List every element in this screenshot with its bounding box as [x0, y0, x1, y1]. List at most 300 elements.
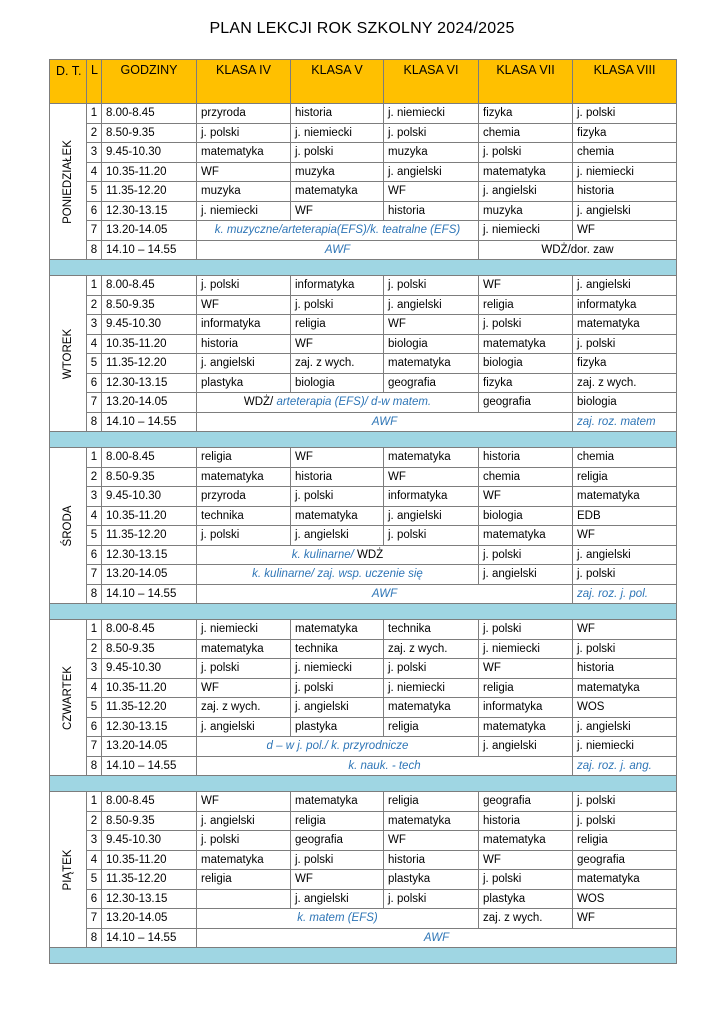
table-row	[50, 717, 677, 737]
table-row	[50, 143, 677, 163]
lesson-number: 6	[87, 889, 102, 909]
table-row	[50, 639, 677, 659]
table-row	[50, 889, 677, 909]
lesson-number: 1	[87, 792, 102, 812]
subject-cell: matematyka	[384, 698, 479, 718]
subject-cell: j. polski	[384, 659, 479, 679]
subject-cell: informatyka	[479, 698, 573, 718]
subject-cell: muzyka	[384, 143, 479, 163]
lesson-time: 10.35-11.20	[102, 506, 197, 526]
subject-cell: informatyka	[291, 276, 384, 296]
lesson-number: 2	[87, 811, 102, 831]
subject-cell: j. angielski	[291, 698, 384, 718]
merged-activity-cell	[197, 584, 573, 604]
subject-cell: matematyka	[291, 792, 384, 812]
lesson-number: 7	[87, 565, 102, 585]
lesson-number: 7	[87, 221, 102, 241]
lesson-number: 6	[87, 373, 102, 393]
table-row	[50, 393, 677, 413]
subject-cell: j. angielski	[384, 162, 479, 182]
table-row	[50, 678, 677, 698]
subject-cell: j. niemiecki	[573, 162, 677, 182]
subject-cell: WF	[291, 870, 384, 890]
subject-cell: WF	[384, 182, 479, 202]
table-row	[50, 104, 677, 124]
subject-cell: religia	[291, 315, 384, 335]
subject-cell: j. polski	[384, 889, 479, 909]
lesson-number: 7	[87, 393, 102, 413]
table-row	[50, 698, 677, 718]
subject-cell: j. polski	[291, 143, 384, 163]
header-row	[50, 60, 677, 104]
header-class-viii: KLASA VIII	[573, 60, 677, 104]
table-row	[50, 659, 677, 679]
subject-cell: zaj. z wych.	[197, 698, 291, 718]
subject-cell: j. niemiecki	[197, 201, 291, 221]
lesson-time: 8.00-8.45	[102, 620, 197, 640]
subject-cell: j. polski	[573, 334, 677, 354]
lesson-number: 4	[87, 678, 102, 698]
day-label-cell	[50, 620, 87, 776]
subject-cell: WF	[384, 467, 479, 487]
subject-cell: j. polski	[197, 526, 291, 546]
subject-cell: informatyka	[384, 487, 479, 507]
lesson-number: 8	[87, 584, 102, 604]
lesson-time: 10.35-11.20	[102, 850, 197, 870]
subject-cell: biologia	[479, 354, 573, 374]
subject-cell: j. angielski	[573, 545, 677, 565]
subject-cell: historia	[573, 182, 677, 202]
subject-cell: matematyka	[479, 717, 573, 737]
subject-cell: muzyka	[197, 182, 291, 202]
subject-cell: EDB	[573, 506, 677, 526]
subject-cell: j. niemiecki	[197, 620, 291, 640]
subject-cell: WF	[573, 526, 677, 546]
table-row	[50, 737, 677, 757]
table-row	[50, 315, 677, 335]
subject-cell: matematyka	[291, 506, 384, 526]
subject-cell: geografia	[291, 831, 384, 851]
table-row	[50, 334, 677, 354]
subject-cell: WF	[197, 678, 291, 698]
subject-cell	[197, 889, 291, 909]
subject-cell: WF	[291, 334, 384, 354]
subject-cell: chemia	[573, 143, 677, 163]
lesson-time: 11.35-12.20	[102, 698, 197, 718]
subject-cell: WF	[291, 448, 384, 468]
lesson-number: 5	[87, 182, 102, 202]
day-separator	[50, 432, 677, 448]
merged-activity-cell	[197, 565, 479, 585]
subject-cell: j. angielski	[573, 717, 677, 737]
lesson-time: 12.30-13.15	[102, 201, 197, 221]
subject-cell: j. angielski	[197, 354, 291, 374]
table-row	[50, 756, 677, 776]
table-row	[50, 221, 677, 241]
table-row	[50, 467, 677, 487]
subject-cell: WF	[384, 831, 479, 851]
lesson-number: 2	[87, 123, 102, 143]
day-name: WTOREK	[62, 328, 74, 379]
subject-cell: j. polski	[573, 565, 677, 585]
table-row	[50, 448, 677, 468]
subject-cell: WF	[573, 221, 677, 241]
header-lesson-number: L	[87, 60, 102, 104]
subject-cell: j. polski	[197, 831, 291, 851]
subject-cell: j. niemiecki	[479, 221, 573, 241]
subject-cell: fizyka	[573, 354, 677, 374]
subject-cell: technika	[291, 639, 384, 659]
merged-activity-plain: WDŻ/	[243, 396, 277, 409]
merged-activity-cell: AWF	[197, 928, 677, 948]
merged-activity-cell	[197, 545, 479, 565]
table-row	[50, 620, 677, 640]
table-row	[50, 162, 677, 182]
lesson-time: 10.35-11.20	[102, 678, 197, 698]
subject-cell: fizyka	[479, 373, 573, 393]
lesson-time: 14.10 – 14.55	[102, 928, 197, 948]
lesson-time: 14.10 – 14.55	[102, 412, 197, 432]
table-row	[50, 870, 677, 890]
lesson-time: 9.45-10.30	[102, 487, 197, 507]
subject-cell: j. polski	[573, 811, 677, 831]
lesson-time: 12.30-13.15	[102, 373, 197, 393]
lesson-number: 5	[87, 354, 102, 374]
subject-cell: biologia	[291, 373, 384, 393]
table-row	[50, 123, 677, 143]
subject-cell: zaj. z wych.	[291, 354, 384, 374]
subject-cell: WOS	[573, 698, 677, 718]
lesson-number: 5	[87, 870, 102, 890]
table-row	[50, 909, 677, 929]
subject-cell: j. polski	[479, 545, 573, 565]
table-row	[50, 584, 677, 604]
merged-activity-cell	[197, 909, 479, 929]
subject-cell: zaj. z wych.	[573, 373, 677, 393]
subject-cell: j. angielski	[197, 717, 291, 737]
merged-activity-text: AWF	[371, 587, 398, 600]
lesson-time: 14.10 – 14.55	[102, 240, 197, 260]
subject-cell: matematyka	[291, 620, 384, 640]
subject-cell: j. niemiecki	[479, 639, 573, 659]
subject-cell: j. angielski	[479, 565, 573, 585]
lesson-number: 8	[87, 412, 102, 432]
subject-cell: biologia	[573, 393, 677, 413]
lesson-time: 11.35-12.20	[102, 182, 197, 202]
subject-cell: technika	[197, 506, 291, 526]
lesson-number: 2	[87, 467, 102, 487]
subject-cell: j. niemiecki	[291, 659, 384, 679]
lesson-number: 4	[87, 850, 102, 870]
subject-cell: j. polski	[197, 123, 291, 143]
subject-cell: j. polski	[479, 143, 573, 163]
subject-cell: j. niemiecki	[573, 737, 677, 757]
subject-cell: historia	[291, 104, 384, 124]
lesson-number: 1	[87, 276, 102, 296]
lesson-number: 1	[87, 448, 102, 468]
merged-activity-text: k. kulinarne/	[291, 548, 354, 561]
table-row	[50, 182, 677, 202]
lesson-time: 13.20-14.05	[102, 565, 197, 585]
lesson-time: 10.35-11.20	[102, 162, 197, 182]
subject-cell: matematyka	[384, 448, 479, 468]
table-row	[50, 295, 677, 315]
merged-activity-cell	[197, 756, 573, 776]
subject-cell: j. polski	[291, 295, 384, 315]
subject-cell: matematyka	[197, 467, 291, 487]
timetable	[49, 59, 677, 964]
lesson-number: 8	[87, 928, 102, 948]
lesson-time: 9.45-10.30	[102, 831, 197, 851]
lesson-time: 8.50-9.35	[102, 639, 197, 659]
subject-cell: j. polski	[479, 315, 573, 335]
separator-bar	[50, 604, 677, 620]
extra-activity-cell: zaj. roz. matem	[573, 412, 677, 432]
lesson-number: 6	[87, 717, 102, 737]
lesson-number: 5	[87, 526, 102, 546]
merged-activity-text: arteterapia (EFS)/ d-w matem.	[276, 396, 432, 409]
table-row	[50, 276, 677, 296]
table-row	[50, 850, 677, 870]
lesson-number: 1	[87, 104, 102, 124]
table-row	[50, 412, 677, 432]
subject-cell: informatyka	[573, 295, 677, 315]
merged-activity-cell	[197, 737, 479, 757]
subject-cell: WF	[479, 276, 573, 296]
subject-cell: WF	[197, 792, 291, 812]
subject-cell: historia	[384, 201, 479, 221]
subject-cell: WF	[479, 487, 573, 507]
subject-cell: geografia	[384, 373, 479, 393]
lesson-number: 3	[87, 315, 102, 335]
subject-cell: j. angielski	[291, 526, 384, 546]
subject-cell: religia	[197, 448, 291, 468]
subject-cell: religia	[384, 792, 479, 812]
subject-cell: j. angielski	[573, 276, 677, 296]
subject-cell: biologia	[479, 506, 573, 526]
table-row	[50, 201, 677, 221]
subject-cell: matematyka	[573, 315, 677, 335]
lesson-time: 12.30-13.15	[102, 717, 197, 737]
subject-cell: j. niemiecki	[384, 104, 479, 124]
day-label-cell	[50, 792, 87, 948]
table-row	[50, 565, 677, 585]
subject-cell: matematyka	[197, 850, 291, 870]
subject-cell: muzyka	[479, 201, 573, 221]
lesson-number: 8	[87, 240, 102, 260]
subject-cell: matematyka	[573, 487, 677, 507]
subject-cell: j. polski	[573, 792, 677, 812]
subject-cell: j. polski	[291, 850, 384, 870]
subject-cell: geografia	[479, 792, 573, 812]
subject-cell: j. angielski	[197, 811, 291, 831]
subject-cell: WF	[479, 850, 573, 870]
subject-cell: matematyka	[573, 678, 677, 698]
subject-cell: matematyka	[291, 182, 384, 202]
lesson-time: 8.50-9.35	[102, 467, 197, 487]
subject-cell: j. polski	[291, 678, 384, 698]
lesson-time: 14.10 – 14.55	[102, 756, 197, 776]
lesson-time: 9.45-10.30	[102, 143, 197, 163]
header-class-vii: KLASA VII	[479, 60, 573, 104]
separator-bar	[50, 432, 677, 448]
subject-cell: przyroda	[197, 487, 291, 507]
separator-bar	[50, 776, 677, 792]
lesson-number: 4	[87, 334, 102, 354]
merged-activity-text: d – w j. pol./ k. przyrodnicze	[266, 740, 409, 753]
subject-cell: WOS	[573, 889, 677, 909]
page-title: PLAN LEKCJI ROK SZKOLNY 2024/2025	[209, 20, 515, 37]
subject-cell: muzyka	[291, 162, 384, 182]
lesson-time: 13.20-14.05	[102, 737, 197, 757]
day-label-cell	[50, 104, 87, 260]
lesson-time: 9.45-10.30	[102, 659, 197, 679]
subject-cell: WF	[197, 162, 291, 182]
subject-cell: historia	[291, 467, 384, 487]
subject-cell: religia	[573, 467, 677, 487]
subject-cell: j. polski	[479, 870, 573, 890]
lesson-time: 8.00-8.45	[102, 276, 197, 296]
header-class-iv: KLASA IV	[197, 60, 291, 104]
merged-activity-text: k. kulinarne/ zaj. wsp. uczenie się	[252, 568, 423, 581]
subject-cell: matematyka	[197, 143, 291, 163]
day-name: PIĄTEK	[62, 849, 74, 890]
table-row	[50, 928, 677, 948]
day-separator	[50, 776, 677, 792]
subject-cell: j. polski	[573, 639, 677, 659]
day-name: ŚRODA	[62, 505, 74, 546]
lesson-time: 13.20-14.05	[102, 221, 197, 241]
subject-cell: zaj. z wych.	[479, 909, 573, 929]
lesson-number: 4	[87, 162, 102, 182]
lesson-time: 12.30-13.15	[102, 889, 197, 909]
lesson-number: 2	[87, 639, 102, 659]
lesson-number: 2	[87, 295, 102, 315]
subject-cell: j. niemiecki	[291, 123, 384, 143]
subject-cell: WF	[573, 620, 677, 640]
subject-cell: chemia	[479, 123, 573, 143]
lesson-number: 7	[87, 909, 102, 929]
merged-activity-cell	[197, 240, 479, 260]
subject-cell: historia	[384, 850, 479, 870]
subject-cell: plastyka	[479, 889, 573, 909]
merged-right-cell: WDŻ/dor. zaw	[479, 240, 677, 260]
subject-cell: geografia	[479, 393, 573, 413]
subject-cell: j. angielski	[479, 182, 573, 202]
subject-cell: matematyka	[573, 870, 677, 890]
header-day: D. T.	[50, 60, 87, 104]
lesson-time: 8.00-8.45	[102, 104, 197, 124]
subject-cell: j. polski	[197, 659, 291, 679]
day-label-cell	[50, 276, 87, 432]
lesson-time: 14.10 – 14.55	[102, 584, 197, 604]
subject-cell: j. angielski	[384, 506, 479, 526]
subject-cell: religia	[573, 831, 677, 851]
subject-cell: WF	[479, 659, 573, 679]
table-row	[50, 526, 677, 546]
subject-cell: j. angielski	[479, 737, 573, 757]
subject-cell: informatyka	[197, 315, 291, 335]
subject-cell: j. polski	[573, 104, 677, 124]
lesson-time: 8.50-9.35	[102, 295, 197, 315]
lesson-time: 13.20-14.05	[102, 909, 197, 929]
day-separator	[50, 948, 677, 964]
lesson-number: 6	[87, 545, 102, 565]
subject-cell: historia	[479, 448, 573, 468]
lesson-time: 8.00-8.45	[102, 448, 197, 468]
lesson-time: 12.30-13.15	[102, 545, 197, 565]
merged-activity-text: k. nauk. - tech	[348, 759, 421, 772]
subject-cell: religia	[197, 870, 291, 890]
subject-cell: matematyka	[384, 811, 479, 831]
table-row	[50, 354, 677, 374]
subject-cell: matematyka	[479, 831, 573, 851]
subject-cell: biologia	[384, 334, 479, 354]
merged-activity-plain: WDŻ	[353, 548, 384, 561]
lesson-number: 3	[87, 831, 102, 851]
separator-bar	[50, 260, 677, 276]
merged-activity-cell	[197, 393, 479, 413]
merged-activity-text: k. matem (EFS)	[297, 912, 378, 925]
subject-cell: chemia	[479, 467, 573, 487]
day-name: PONIEDZIAŁEK	[62, 139, 74, 224]
table-row	[50, 506, 677, 526]
subject-cell: j. angielski	[573, 201, 677, 221]
subject-cell: j. polski	[384, 526, 479, 546]
lesson-time: 11.35-12.20	[102, 870, 197, 890]
subject-cell: zaj. z wych.	[384, 639, 479, 659]
subject-cell: matematyka	[479, 334, 573, 354]
lesson-time: 8.50-9.35	[102, 123, 197, 143]
lesson-time: 9.45-10.30	[102, 315, 197, 335]
subject-cell: matematyka	[384, 354, 479, 374]
lesson-number: 6	[87, 201, 102, 221]
subject-cell: chemia	[573, 448, 677, 468]
lesson-number: 5	[87, 698, 102, 718]
lesson-number: 3	[87, 659, 102, 679]
extra-activity-cell: zaj. roz. j. ang.	[573, 756, 677, 776]
lesson-time: 11.35-12.20	[102, 354, 197, 374]
header-class-v: KLASA V	[291, 60, 384, 104]
table-row	[50, 792, 677, 812]
merged-activity-cell	[197, 412, 573, 432]
header-hours: GODZINY	[102, 60, 197, 104]
lesson-time: 8.00-8.45	[102, 792, 197, 812]
subject-cell: historia	[573, 659, 677, 679]
subject-cell: religia	[479, 295, 573, 315]
subject-cell: j. angielski	[291, 889, 384, 909]
day-separator	[50, 604, 677, 620]
subject-cell: j. polski	[384, 123, 479, 143]
subject-cell: geografia	[573, 850, 677, 870]
table-row	[50, 487, 677, 507]
table-row	[50, 373, 677, 393]
table-row	[50, 831, 677, 851]
table-row	[50, 811, 677, 831]
subject-cell: matematyka	[479, 162, 573, 182]
subject-cell: j. polski	[384, 276, 479, 296]
merged-activity-text: k. muzyczne/arteterapia(EFS)/k. teatralne (EFS)	[214, 224, 461, 237]
merged-activity-cell	[197, 221, 479, 241]
lesson-time: 8.50-9.35	[102, 811, 197, 831]
subject-cell: WF	[291, 201, 384, 221]
subject-cell: matematyka	[479, 526, 573, 546]
lesson-number: 8	[87, 756, 102, 776]
day-separator	[50, 260, 677, 276]
lesson-time: 10.35-11.20	[102, 334, 197, 354]
subject-cell: religia	[291, 811, 384, 831]
subject-cell: plastyka	[291, 717, 384, 737]
